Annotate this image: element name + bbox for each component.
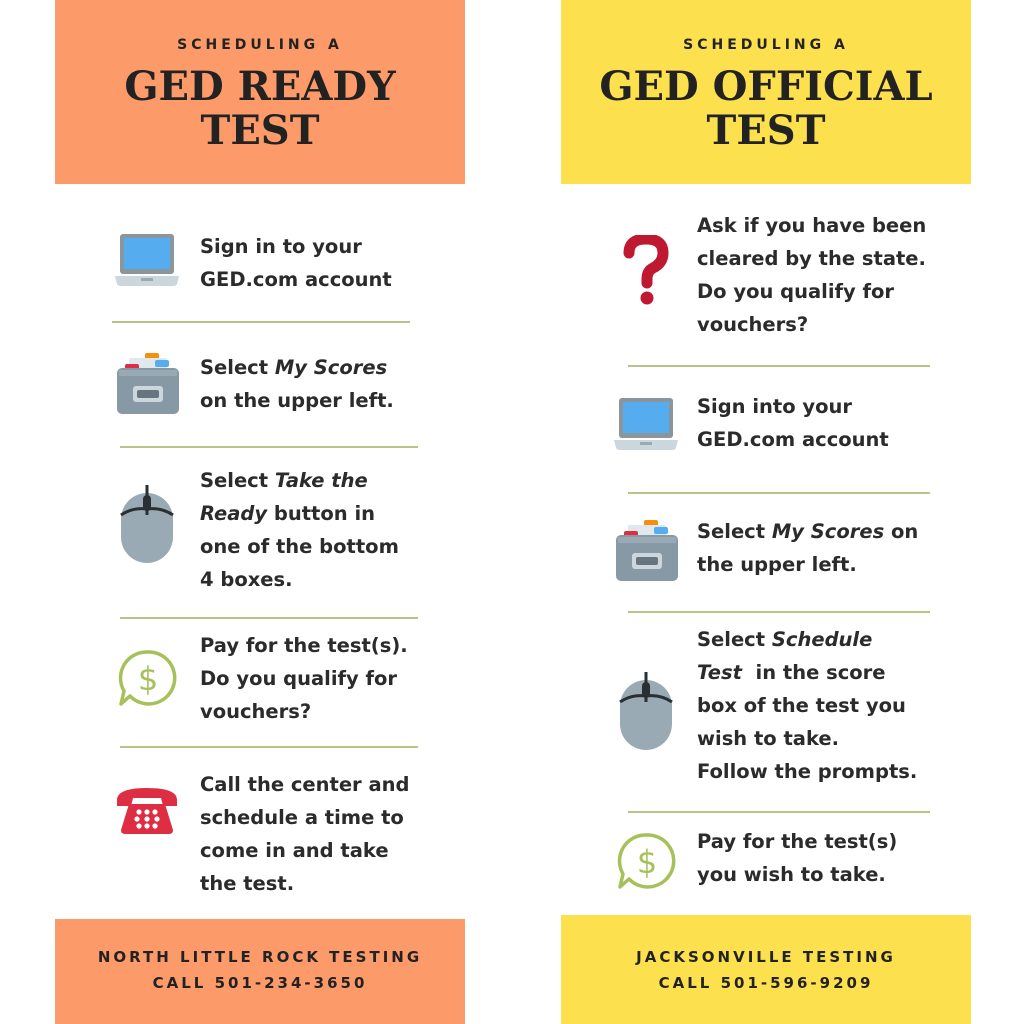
divider [120,617,418,619]
ged-ready-header [55,0,465,184]
ged-ready-footer [55,919,465,1024]
card-file-box-icon [614,517,680,583]
header-title [55,65,465,153]
header-title-line2: TEST [706,107,826,154]
footer-location: NORTH LITTLE ROCK TESTING [97,948,423,966]
ged-ready-panel [55,0,465,1024]
divider [628,365,930,367]
header-title [561,65,971,153]
card-file-box-icon [115,350,181,416]
computer-mouse-icon [618,672,674,752]
footer-location: JACKSONVILLE TESTING [636,948,896,966]
computer-mouse-icon [119,485,175,565]
divider [120,746,418,748]
header-kicker: SCHEDULING A [177,37,343,53]
divider [112,321,410,323]
svg-text:$: $ [636,843,658,881]
question-mark-icon [623,235,669,307]
divider [120,446,418,448]
laptop-icon [612,396,680,452]
header-title-line1: GED READY [124,63,396,110]
footer-phone: CALL 501-234-3650 [152,974,368,992]
step-text: Sign into your GED.com account [697,395,889,451]
step-text: Call the center and schedule a time to come in and take the test. [200,773,410,895]
step-text: Select Schedule Test in the score box of the test you wish to take. Follow the prompts. [697,628,918,783]
header-kicker: SCHEDULING A [683,37,849,53]
header-title-line1: GED OFFICIAL [599,63,933,110]
divider [628,492,930,494]
divider [628,811,930,813]
ged-official-footer [561,915,971,1024]
step-text: Select My Scores on the upper left. [200,356,394,412]
dollar-speech-bubble-icon [616,831,676,891]
divider [628,611,930,613]
step-text: Sign in to your GED.com account [200,235,392,291]
svg-text:$: $ [137,660,159,698]
footer-phone: CALL 501-596-9209 [658,974,874,992]
step-text: Pay for the test(s). Do you qualify for vouchers? [200,634,408,723]
telephone-icon [115,786,179,836]
ged-official-panel [561,0,971,1024]
step-text: Select My Scores on the upper left. [697,520,919,576]
step-text: Pay for the test(s) you wish to take. [697,830,898,886]
ged-official-header [561,0,971,184]
step-text: Select Take the Ready button in one of the bottom 4 boxes. [200,469,399,591]
step-text: Ask if you have been cleared by the state. Do you qualify for vouchers? [697,214,927,336]
header-title-line2: TEST [200,107,320,154]
laptop-icon [113,232,181,288]
dollar-speech-bubble-icon [117,648,177,708]
